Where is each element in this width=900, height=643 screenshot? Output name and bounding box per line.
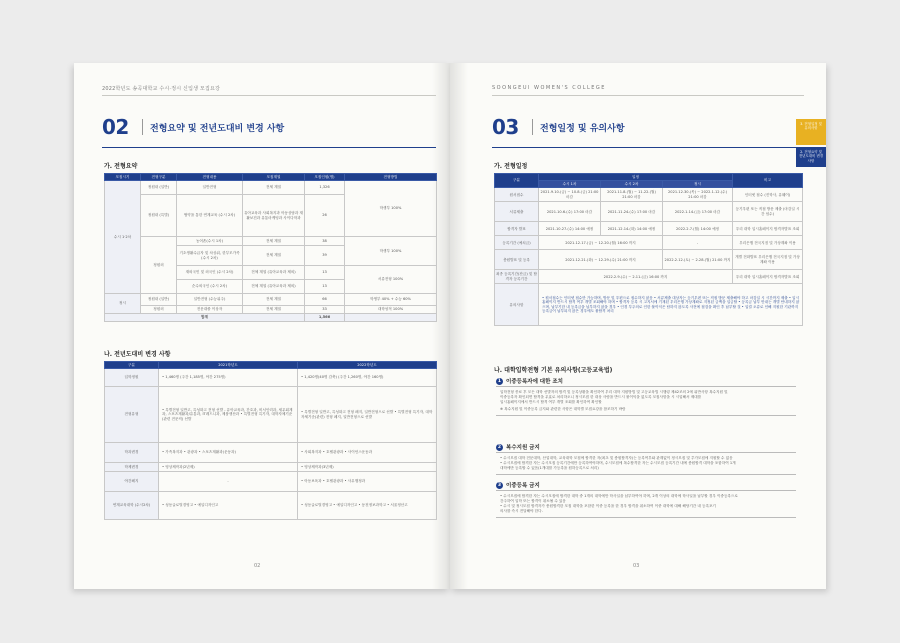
table-row (105, 443, 437, 463)
table-cell: 전체 계열 (243, 306, 305, 314)
table-cell: 정원내 (일반) (141, 294, 177, 306)
table-cell: 전체 계열 (243, 237, 305, 246)
table-cell: • 영상제작과(3년제) (298, 463, 437, 472)
table-cell: • 원서접수는 인터넷 접수만 가능하며, 방문 및 우편으로 접수하지 않음 • 서류제출 대상자는 등기우편 또는 직접 방문 제출해야 하고 마감일 시 시간까지 제출 • 입시홈페이지 반드시 합격 여부 개별 조회해야 하며 • 합격자 등록 시 고지서에 기재된 우리은행 가상계좌로 지정된 금액을 입금할 • 등록금 납부 만내는 개별 안내하지 않으며, 납부기한 내 등록금을 납부하지 않을 경우 • 인경 부주의로 인한 불이익은 탐하지 않도록 사전에 접검을 확인 후 납부할 것 • 입결 오류로 인해 지원한 기관까지 등록금이 납부되지 않은 경우에도 불합격 처리 (539, 284, 803, 326)
table-cell: 학생부 100% (345, 237, 437, 266)
table-row (105, 492, 437, 520)
table-cell: 전형유형 (105, 387, 159, 443)
section-rule (492, 147, 804, 148)
table-cell: 입학정원 (105, 369, 159, 387)
table-cell: 66 (305, 294, 345, 306)
table-cell: 정원내 (특별) (141, 195, 177, 237)
table-row (105, 306, 437, 314)
table-cell: 2022.2.12.(토) ~ 2.28.(월) 21:00 까지 (663, 250, 733, 270)
notice-box (496, 452, 796, 475)
table-cell: • 영상제작과(2년제) (159, 463, 298, 472)
table-header: 일정 (539, 174, 733, 181)
table-cell: 대학성적 100% (345, 306, 437, 314)
table-row (105, 237, 437, 246)
table-cell: 2021.12.14.(화) 14:00 예정 (601, 222, 663, 236)
notice-line: 간주하여 입학 또는 합격이 취소될 수 있음 (500, 499, 566, 503)
table-cell: 학생부 100% (345, 181, 437, 237)
subsection-heading: 나. 대학입학전형 기본 유의사항(고등교육법) (494, 367, 613, 374)
table-cell: 협약을 통한 연계교육 (수시 2차) (177, 195, 243, 237)
total-label: 합계 (105, 314, 305, 322)
table-cell: 33 (305, 306, 345, 314)
table-header: 모집계열 (243, 174, 305, 181)
section-divider (532, 119, 533, 135)
table-header: 전형내용 (177, 174, 243, 181)
page-number: 03 (633, 563, 640, 569)
table-cell: 전문대졸 이상자 (177, 306, 243, 314)
table-cell: 2021.12.21.(화) ~ 12.29.(수) 21:00 까지 (539, 250, 663, 270)
table-row (105, 294, 437, 306)
table-cell: 재외국민 및 외국인 (수시 2차) (177, 266, 243, 280)
table-cell: 일반전형 (177, 181, 243, 195)
notice-line: • 수시 및 정시모집 합격자가 충원합격한 모집 대학을 포함한 이중 등록을 한 경우 합격을 취소하여 이중 대학에 대해 해당기간 내 등록포기 (500, 504, 716, 508)
changes-table (104, 361, 437, 520)
table-cell: 서류전형 100% (345, 266, 437, 294)
table-cell: 전체 계열 (유아교육과 제외) (243, 266, 305, 280)
notice-box (496, 386, 796, 416)
table-cell: 13 (305, 280, 345, 294)
notice-line: 입시홈페이지에서 반드시 합격 여부 개별 조회를 확인하여 확인할 (500, 400, 602, 404)
table-cell: 연계교육대학 (수시2차) (105, 492, 159, 520)
table-cell: 전체 계열 (유아교육과 제외) (243, 280, 305, 294)
notice-title: 이중등록 금지 (506, 483, 540, 489)
table-cell: 등기우편 또는 직접 방문 제출 (마감일 시간 엄수) (733, 202, 803, 222)
table-cell: • 사회복지과 • 호텔관광과 • 사이언스운동과 (298, 443, 437, 463)
table-cell: 학제변경 (105, 463, 159, 472)
notice-line: • 수시모집 대학 전문대학, 산업대학, 교육대학 모집에 합격한 자(최초 및 충원합격자)는 등록여부와 관계없이 정시모집 및 추가모집에 지원할 수 없음 (500, 456, 733, 460)
table-cell: 정원외 (141, 306, 177, 314)
table-cell: 야간폐지 (105, 472, 159, 492)
table-cell: • 아동보육과 • 호텔관광과 • 사무행정과 (298, 472, 437, 492)
table-cell: 유아교육과 사회복지과 아동상담과 재활보건과 유통마케팅과 사이다학과 (243, 195, 305, 237)
table-row (495, 222, 803, 236)
table-cell: 충원발표 및 등록 (495, 250, 539, 270)
subsection-heading: 나. 전년도대비 변경 사항 (104, 351, 171, 358)
notice-title: 이중등록자에 대한 조치 (506, 379, 563, 385)
table-cell: 2021.11.8.(월) ~ 11.22.(월) 21:00 마감 (601, 188, 663, 202)
notice-heading (496, 481, 540, 489)
table-row (495, 284, 803, 326)
table-header-row (495, 174, 803, 181)
notice-number: 2 (497, 444, 502, 450)
table-cell: • 가족복지과 • 관광과 • 스포츠재활과(운동과) (159, 443, 298, 463)
notice-line: • 수시모집에 합격한 자는 수시모집에 합격한 대학 중 1개의 대학에만 학사일을 납부하여야 하며, 2개 이상의 대학에 학사일을 납부할 경우 이중등록으로 (500, 494, 738, 498)
table-row (105, 463, 437, 472)
notice-heading (496, 377, 563, 385)
table-cell: 정시 (105, 294, 141, 314)
table-cell: 학생부 40% + 수능 60% (345, 294, 437, 306)
subsection-heading: 가. 전형일정 (494, 163, 528, 170)
table-cell: • 성동글로벌경영고 • 예일디자인고 (159, 492, 298, 520)
table-cell: 전체 계열 (243, 246, 305, 266)
table-header: 모집시기 (105, 174, 141, 181)
table-cell: 기초생활수급자 및 차상위, 한부모가족 (수시 2차) (177, 246, 243, 266)
table-cell: 우리은행 전국지점 및 가상계좌 이용 (733, 236, 803, 250)
table-header: 전형방법 (345, 174, 437, 181)
notice-line: 이중등록자 확인되면 합격을 무효로 처리하오니 정시모집 한 대상 사람을 반드시 불이익을 없도록 모집사항을 시 시업해서 제대를 (500, 395, 702, 399)
table-cell: 2021.9.10.(금) ~ 10.8.(금) 21:00 마감 (539, 188, 601, 202)
section-number: 02 (102, 115, 129, 139)
book-spread (74, 63, 826, 589)
table-cell: 전체 계열 (243, 181, 305, 195)
table-header-row (105, 174, 437, 181)
table-cell: 정원내 (일반) (141, 181, 177, 195)
table-row (495, 236, 803, 250)
table-cell: 13 (305, 266, 345, 280)
notice-title: 복수지원 금지 (506, 445, 540, 451)
notice-line: 입학전형 종료 후 모든 대학 선발자의 합격 및 등록상황을 확인하여 우리 대학 지원방법 및 고등교육법 시행령 제42조의 2에 위반사항 복수지원 및 (500, 390, 728, 394)
table-total-row (105, 314, 437, 322)
section-rule (102, 147, 436, 148)
table-cell: 2021.11.24.(수) 17:00 마감 (601, 202, 663, 222)
table-cell: • 성동글로벌경영고 • 예일디자인고 • 동천정보과학고 • 서울정산고 (298, 492, 437, 520)
table-row (105, 387, 437, 443)
notice-heading (496, 443, 540, 451)
table-cell: - (663, 236, 733, 250)
table-cell: 원서접수 (495, 188, 539, 202)
table-row (105, 369, 437, 387)
table-header: 정시 (663, 181, 733, 188)
table-row (495, 202, 803, 222)
table-cell: 2021.12.17.(금) ~ 12.20.(월) 16:00 까지 (539, 236, 663, 250)
page-gutter-shadow (450, 63, 468, 589)
notice-number: 1 (497, 378, 502, 384)
table-cell: 정원외 (141, 237, 177, 294)
table-cell: • 특별전형 일반고, 특성화고 전형 폐지, 일반전형으로 선발 • 특별전형 특기자, 대학자체기준(관련) 전형 폐지, 일반전형으로 선발 (298, 387, 437, 443)
section-title: 전형일정 및 유의사항 (540, 124, 625, 134)
section-tab-current: 3. 전형일정 및 유의사항 (796, 119, 826, 145)
table-header-row (105, 362, 437, 369)
section-tab-prev: 2. 전형요약 및 전년도대비 변경 사항 (796, 147, 826, 167)
subsection-heading: 가. 전형요약 (104, 163, 138, 170)
table-header: 수시 1차 (539, 181, 601, 188)
table-cell: 서류제출 (495, 202, 539, 222)
right-page (450, 63, 826, 589)
notice-line: ※ 복수지원 및 이중등록 금지와 관련한 사항은 대학별 모집요강을 참조하기 바람 (500, 407, 626, 411)
notice-line: 대학에만 등록할 수 있음(1개대를 가등록을 원하등록으로 처리) (500, 466, 599, 470)
table-cell: 2021.12.30.(목) ~ 2022.1.12.(수) 21:00 마감 (663, 188, 733, 202)
table-cell: 수시 1·2차 (105, 181, 141, 294)
table-header: 2022학년도 (298, 362, 437, 369)
table-header: 2021학년도 (159, 362, 298, 369)
table-cell: 26 (305, 195, 345, 237)
table-cell: 2022.1.14.(금) 17:00 마감 (663, 202, 733, 222)
table-cell: 2021.10.6.(수) 17:00 마감 (539, 202, 601, 222)
table-cell: 개별 전화발표 우리은행 전국지점 및 가상계좌 이용 (733, 250, 803, 270)
schedule-table (494, 173, 803, 326)
table-cell: 2022.2.9.(수) ~ 2.11.(금) 16:00 까지 (539, 270, 733, 284)
table-cell: 등록기간 (예치금) (495, 236, 539, 250)
table-row (105, 181, 437, 195)
running-head-rule (102, 95, 436, 96)
summary-table (104, 173, 437, 322)
table-header: 전형구분 (141, 174, 177, 181)
table-cell: 우리 대학 입시홈페이지 합격자발표 조회 (733, 270, 803, 284)
table-cell: 우리 대학 입시홈페이지 합격자발표 조회 (733, 222, 803, 236)
table-cell: • 1,420명(40명 감축) (주간 1,260명, 야간 160명) (298, 369, 437, 387)
table-cell: - (159, 472, 298, 492)
table-header: 구분 (105, 362, 159, 369)
table-cell: 순수외국인 (수시 2차) (177, 280, 243, 294)
table-cell: 학과변경 (105, 443, 159, 463)
table-cell: • 1,460명 (주간 1,185명, 야간 275명) (159, 369, 298, 387)
table-header: 모집인원(명) (305, 174, 345, 181)
table-cell: 유의사항 (495, 284, 539, 326)
notice-box (496, 490, 796, 518)
table-cell: 1,326 (305, 181, 345, 195)
running-head: 2022학년도 송곡대학교 수시·정시 신입생 모집요강 (102, 86, 221, 92)
table-row (495, 250, 803, 270)
table-cell: 인터넷 접수 (진학사, 유웨이) (733, 188, 803, 202)
page-number: 02 (254, 563, 261, 569)
table-cell: 39 (305, 246, 345, 266)
running-head-rule (492, 95, 804, 96)
table-row (495, 270, 803, 284)
table-cell: • 특별전형 일반고, 특성화고 전형 선발 - 유아교육과, 간호과, 비서인력과, 세무회계과, 스포츠재활과/유통과, IT레드니과, 제품생산과 • 특별전형 특기자, 대학자체기준 (관련 전문직) 선발 (159, 387, 298, 443)
table-cell: 전체 계열 (243, 294, 305, 306)
notice-line: 의사를 즉시 전달해야 한다. (500, 509, 543, 513)
table-cell: 최종 등록기간(잔금) 및 합격자 등록기간 (495, 270, 539, 284)
table-row (495, 188, 803, 202)
notice-number: 3 (497, 482, 502, 488)
table-cell: 합격자 발표 (495, 222, 539, 236)
table-cell (345, 314, 437, 322)
table-cell: 2022.2.7.(월) 14:00 예정 (663, 222, 733, 236)
table-cell: 농어촌(수시 1차) (177, 237, 243, 246)
table-cell: 38 (305, 237, 345, 246)
table-cell: 일반전형 (수능위주) (177, 294, 243, 306)
total-value: 1,566 (305, 314, 345, 322)
section-number: 03 (492, 115, 519, 139)
notice-line: • 수시모집에 합격한 자는 수시모집 등록기간에만 등록하여야하며, 수시모집에 복수합격한 자는 수시모집 등록기간 내에 충원합격 대학을 포함하여 1개 (500, 461, 736, 465)
section-divider (142, 119, 143, 135)
table-header: 구분 (495, 174, 539, 188)
left-page (74, 63, 450, 589)
table-cell: 2021.10.27.(수) 14:00 예정 (539, 222, 601, 236)
running-head: SOONGEUI WOMEN'S COLLEGE (492, 85, 606, 91)
table-header: 수시 2차 (601, 181, 663, 188)
table-header: 비고 (733, 174, 803, 188)
table-row (105, 472, 437, 492)
section-title: 전형요약 및 전년도대비 변경 사항 (150, 124, 285, 134)
